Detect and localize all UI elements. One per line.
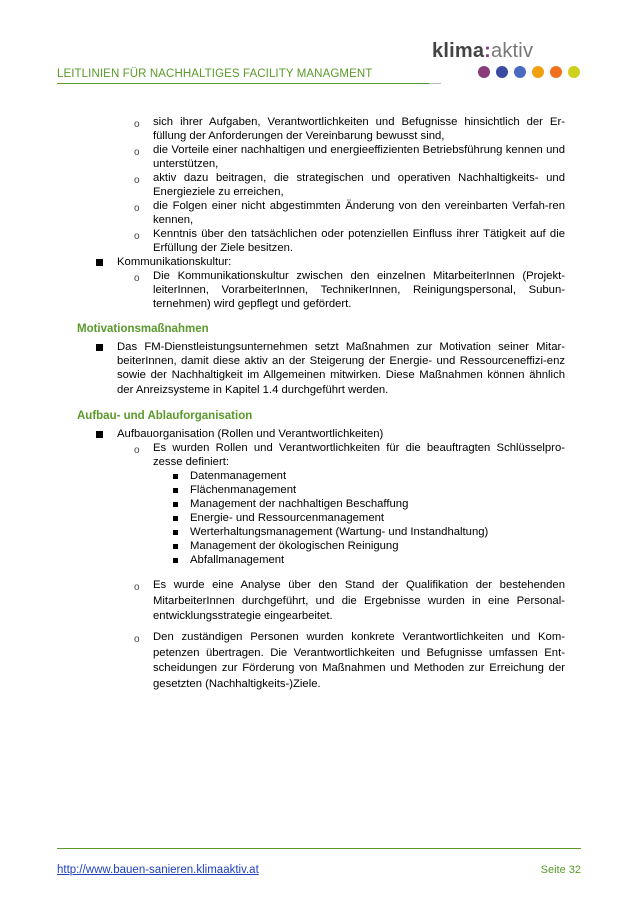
komm-text: Die Kommunikationskultur zwischen den einzelnen MitarbeiterInnen (Projekt-leiterInnen, VorarbeiterInnen, TechnikerInnen, Reinigungspersonal, Subun-ternehmen) wird gepflegt und gefördert. <box>153 270 565 311</box>
aufbau-label: Aufbauorganisation (Rollen und Verantwortlichkeiten) <box>117 428 384 440</box>
footer-rule <box>57 848 581 849</box>
small-square-bullet <box>173 558 178 563</box>
komm-label: Kommunikationskultur: <box>117 256 232 268</box>
small-square-bullet <box>173 488 178 493</box>
list-item: die Vorteile einer nachhaltigen und energieeffizienten Betriebsführung kennen und unterstützen, <box>153 144 565 171</box>
circle-bullet: o <box>134 203 140 214</box>
logo-dot <box>568 66 580 78</box>
klimaaktiv-logo <box>432 40 533 63</box>
running-header: LEITLINIEN FÜR NACHHALTIGES FACILITY MANAGMENT <box>57 68 373 80</box>
circle-bullet: o <box>134 634 140 645</box>
section-heading-motivation: Motivationsmaßnahmen <box>77 323 209 335</box>
small-square-bullet <box>173 502 178 507</box>
circle-bullet: o <box>134 273 140 284</box>
circle-bullet: o <box>134 119 140 130</box>
square-bullet <box>96 259 103 266</box>
analyse-text: Es wurde eine Analyse über den Stand der Qualifikation der bestehenden MitarbeiterInnen durchgeführt, und die Ergebnisse wurden in eine Personal-entwicklungsstrategie eingearbeitet. <box>153 579 565 622</box>
header-rule <box>57 83 429 84</box>
footer-url-link[interactable]: http://www.bauen-sanieren.klimaaktiv.at <box>57 864 259 876</box>
small-square-bullet <box>173 544 178 549</box>
process-item: Flächenmanagement <box>190 484 297 496</box>
logo-dot <box>514 66 526 78</box>
motiv-text: Das FM-Dienstleistungsunternehmen setzt Maßnahmen zur Motivation seiner Mitar-beiterInnen, damit diese aktiv an der Steigerung der Energie- und Ressourceneffizi-enz sowie der Nachhaltigkeit im Allgemeinen mitwirken. Diese Maßnahmen können ähnlich der Anreizsysteme in Kapitel 1.4 durchgeführt werden. <box>117 341 565 396</box>
logo-dot <box>532 66 544 78</box>
list-item: Kenntnis über den tatsächlichen oder potenziellen Einfluss ihrer Tätigkeit auf die Erfüllung der Ziele besitzen. <box>153 228 565 255</box>
circle-bullet: o <box>134 175 140 186</box>
header-rule-tail <box>429 83 441 84</box>
process-item: Abfallmanagement <box>190 554 285 566</box>
small-square-bullet <box>173 516 178 521</box>
square-bullet <box>96 344 103 351</box>
logo-part-klima: klima <box>432 40 485 62</box>
circle-bullet: o <box>134 582 140 593</box>
process-item: Werterhaltungsmanagement (Wartung- und Instandhaltung) <box>190 526 489 538</box>
kompetenz-text: Den zuständigen Personen wurden konkrete Verantwortlichkeiten und Kom-petenzen übertragen. Die Verantwortlichkeiten und Befugnisse umfassen Ent-scheidungen zur Förderung von Maßnahmen und Methoden zur Erreichung der gesetzten (Nachhaltigkeits-)Ziele. <box>153 631 565 690</box>
list-item: aktiv dazu beitragen, die strategischen und operativen Nachhaltigkeits- und Energieziele zu erreichen, <box>153 172 565 199</box>
circle-bullet: o <box>134 147 140 158</box>
process-item: Management der ökologischen Reinigung <box>190 540 399 552</box>
logo-dot <box>550 66 562 78</box>
logo-colon: : <box>484 40 492 62</box>
process-item: Energie- und Ressourcenmanagement <box>190 512 385 524</box>
page-number: Seite 32 <box>540 864 581 876</box>
logo-dot <box>496 66 508 78</box>
section-heading-aufbau: Aufbau- und Ablauforganisation <box>77 410 253 422</box>
square-bullet <box>96 431 103 438</box>
process-item: Datenmanagement <box>190 470 287 482</box>
small-square-bullet <box>173 474 178 479</box>
list-item: sich ihrer Aufgaben, Verantwortlichkeiten und Befugnisse hinsichtlich der Er-füllung der Anforderungen der Vereinbarung bewusst sind, <box>153 116 565 143</box>
circle-bullet: o <box>134 231 140 242</box>
logo-part-aktiv: aktiv <box>491 40 534 62</box>
rollen-text: Es wurden Rollen und Verantwortlichkeiten für die beauftragten Schlüsselpro-zesse definiert: <box>153 442 565 469</box>
process-item: Management der nachhaltigen Beschaffung <box>190 498 409 510</box>
logo-dot <box>478 66 490 78</box>
small-square-bullet <box>173 530 178 535</box>
list-item: die Folgen einer nicht abgestimmten Änderung von den vereinbarten Verfah-ren kennen, <box>153 200 565 227</box>
circle-bullet: o <box>134 445 140 456</box>
